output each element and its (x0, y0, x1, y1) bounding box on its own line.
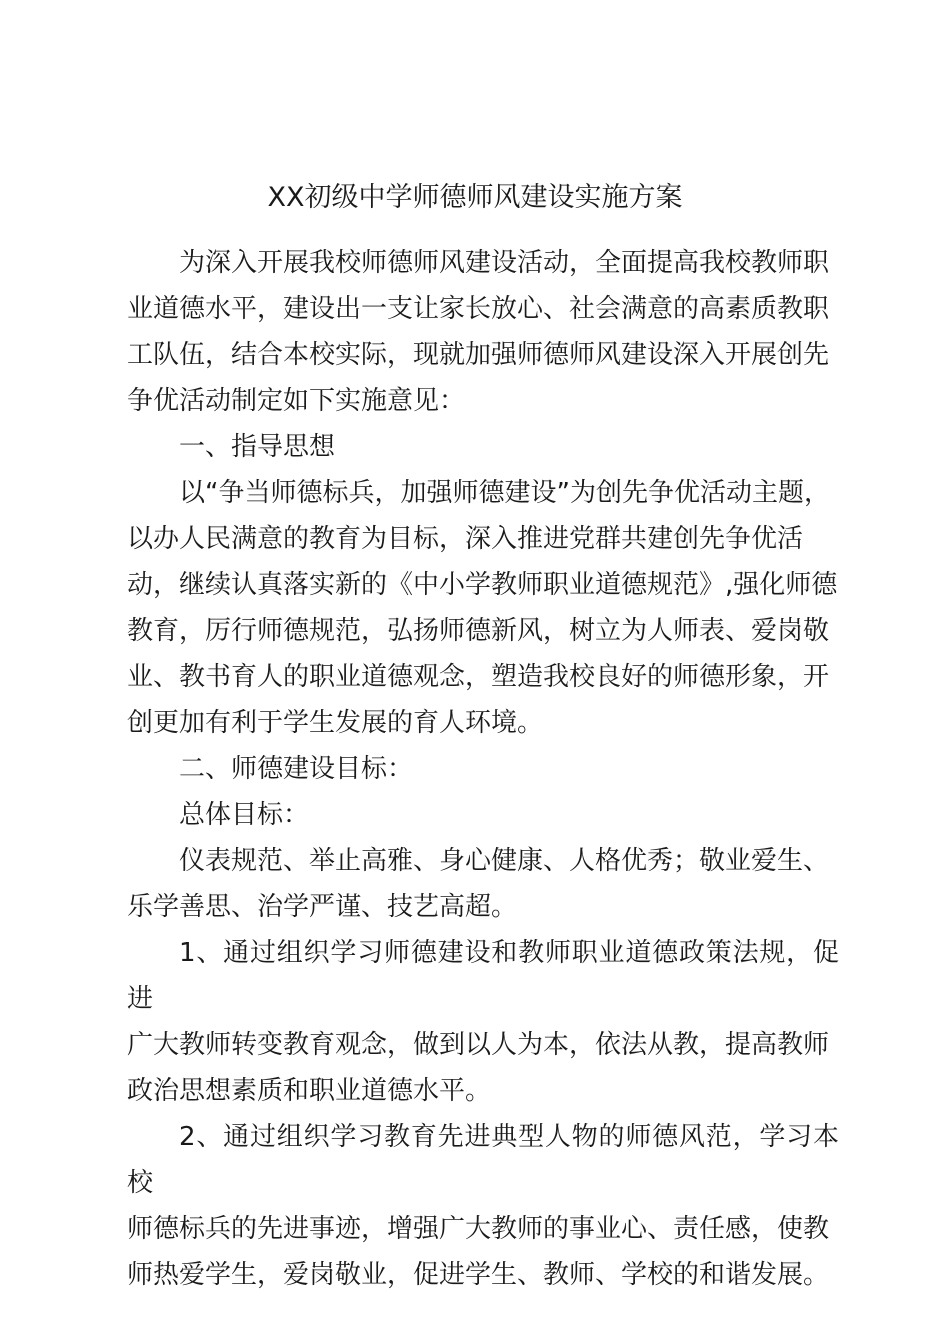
section-heading-goals (127, 746, 839, 792)
text-line: 业、教书育人的职业道德观念，塑造我校良好的师德形象，开 (127, 662, 830, 692)
text-line: 师热爱学生，爱岗敬业，促进学生、教师、学校的和谐发展。 (127, 1260, 830, 1290)
paragraph-guiding-ideology (127, 470, 839, 746)
text-line: 1、通过组织学习师德建设和教师职业道德政策法规，促进 (127, 938, 839, 1014)
text-line: 政治思想素质和职业道德水平。 (127, 1076, 492, 1106)
text-line: 创更加有利于学生发展的育人环境。 (127, 708, 544, 738)
subheading-overall-goal (127, 792, 839, 838)
document-body (127, 240, 839, 1298)
goal-item-2 (127, 1114, 839, 1298)
text-line: 乐学善思、治学严谨、技艺高超。 (127, 892, 518, 922)
text-line: 师德标兵的先进事迹，增强广大教师的事业心、责任感，使教 (127, 1214, 830, 1244)
text-line: 二、师德建设目标： (179, 754, 414, 784)
text-line: 教育，厉行师德规范，弘扬师德新风，树立为人师表、爱岗敬 (127, 616, 830, 646)
text-line: 争优活动制定如下实施意见： (127, 386, 466, 416)
text-line: 总体目标： (179, 800, 310, 830)
section-heading-guiding-ideology (127, 424, 839, 470)
text-line: 工队伍，结合本校实际，现就加强师德师风建设深入开展创先 (127, 340, 830, 370)
text-line: 以“争当师德标兵，加强师德建设”为创先争优活动主题， (179, 478, 830, 508)
goal-item-1 (127, 930, 839, 1114)
text-line: 以办人民满意的教育为目标，深入推进党群共建创先争优活 (127, 524, 804, 554)
text-line: 仪表规范、举止高雅、身心健康、人格优秀；敬业爱生、 (179, 846, 830, 876)
document-title: XX初级中学师德师风建设实施方案 (267, 182, 683, 213)
text-line: 业道德水平，建设出一支让家长放心、社会满意的高素质教职 (127, 294, 830, 324)
paragraph-overall-goal (127, 838, 839, 930)
text-line: 一、指导思想 (179, 432, 336, 462)
paragraph-intro (127, 240, 839, 424)
text-line: 为深入开展我校师德师风建设活动，全面提高我校教师职 (179, 248, 830, 278)
text-line: 2、通过组织学习教育先进典型人物的师德风范，学习本校 (127, 1122, 839, 1198)
text-line: 广大教师转变教育观念，做到以人为本，依法从教，提高教师 (127, 1030, 830, 1060)
text-line: 动，继续认真落实新的《中小学教师职业道德规范》,强化师德 (127, 570, 838, 600)
